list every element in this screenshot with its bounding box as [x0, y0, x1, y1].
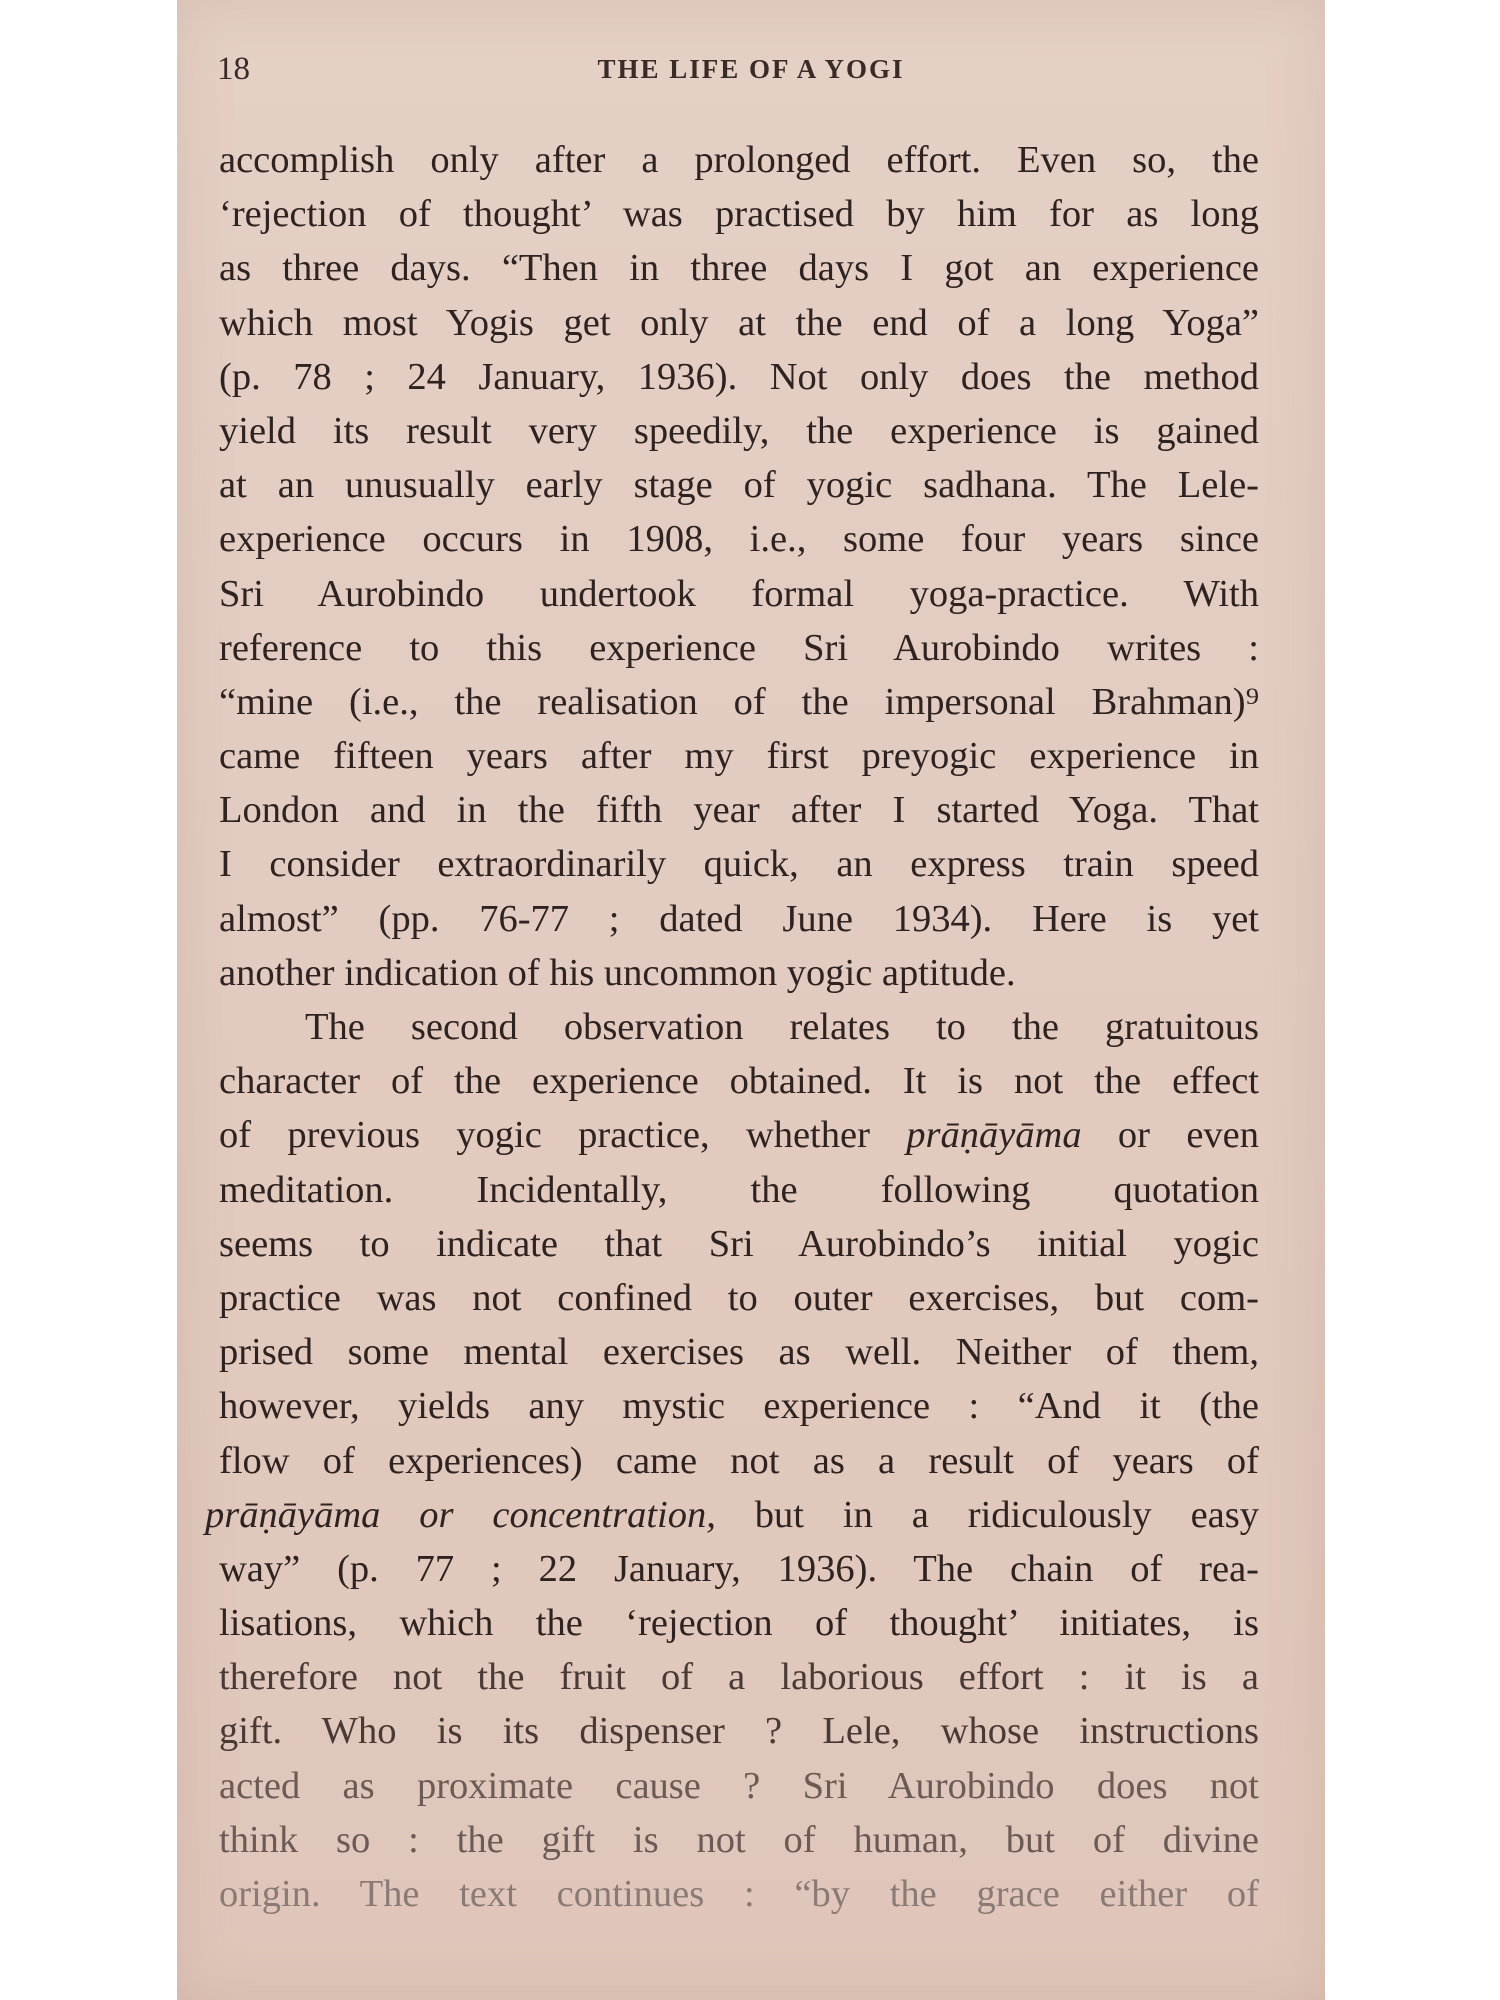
- paragraph-start-line: The second observation relates to the gratuitous: [305, 1006, 1259, 1048]
- italic-term: prāṇāyāma or concentration,: [205, 1493, 716, 1536]
- text-line: ‘rejection of thought’ was practised by him for as long: [219, 193, 1259, 236]
- text-line: London and in the fifth year after I started Yoga. That: [219, 789, 1259, 832]
- text-line: almost” (pp. 76-77 ; dated June 1934). Here is yet: [219, 897, 1259, 940]
- text-line: experience occurs in 1908, i.e., some four years since: [219, 518, 1259, 561]
- page-number: 18: [217, 51, 250, 87]
- text-line: way” (p. 77 ; 22 January, 1936). The chain of rea-: [219, 1547, 1259, 1590]
- text-line: Sri Aurobindo undertook formal yoga-practice. With: [219, 572, 1259, 615]
- body-text: [205, 133, 1259, 1921]
- text-line: which most Yogis get only at the end of a long Yoga”: [219, 301, 1259, 344]
- text-line: (p. 78 ; 24 January, 1936). Not only does the method: [219, 355, 1259, 398]
- text-line: yield its result very speedily, the experience is gained: [219, 409, 1259, 452]
- text-line: another indication of his uncommon yogic aptitude.: [219, 951, 1016, 994]
- text-line: therefore not the fruit of a laborious effort : it is a: [219, 1656, 1259, 1699]
- text-line: I consider extraordinarily quick, an express train speed: [219, 843, 1259, 886]
- text-line: “mine (i.e., the realisation of the impersonal Brahman)⁹: [219, 680, 1259, 723]
- text-line: lisations, which the ‘rejection of thought’ initiates, is: [219, 1602, 1259, 1645]
- text-line: prised some mental exercises as well. Neither of them,: [219, 1331, 1259, 1374]
- text-line: accomplish only after a prolonged effort. Even so, the: [219, 139, 1259, 181]
- text-line: origin. The text continues : “by the grace either of: [219, 1873, 1259, 1915]
- text-line: came fifteen years after my first preyogic experience in: [219, 735, 1259, 778]
- running-title: THE LIFE OF A YOGI: [597, 54, 905, 84]
- text-line: seems to indicate that Sri Aurobindo’s initial yogic: [219, 1222, 1259, 1265]
- text-line-with-italic: prāṇāyāma or concentration, but in a ridiculously easy: [205, 1493, 1259, 1536]
- text-line: think so : the gift is not of human, but of divine: [219, 1818, 1259, 1861]
- text-line: gift. Who is its dispenser ? Lele, whose instructions: [219, 1710, 1259, 1753]
- text-line: however, yields any mystic experience : “And it (the: [219, 1385, 1259, 1428]
- text-line: as three days. “Then in three days I got an experience: [219, 247, 1259, 290]
- text-line: practice was not confined to outer exercises, but com-: [219, 1276, 1259, 1319]
- running-head: [177, 44, 1325, 94]
- text-line: at an unusually early stage of yogic sadhana. The Lele-: [219, 464, 1259, 507]
- italic-term: prāṇāyāma: [906, 1114, 1082, 1157]
- text-line: flow of experiences) came not as a result of years of: [219, 1439, 1259, 1482]
- text-line: meditation. Incidentally, the following quotation: [219, 1168, 1259, 1211]
- book-page: [177, 0, 1325, 2000]
- text-line: acted as proximate cause ? Sri Aurobindo does not: [219, 1764, 1259, 1807]
- text-line: reference to this experience Sri Aurobindo writes :: [219, 626, 1259, 669]
- text-line: character of the experience obtained. It is not the effect: [219, 1060, 1259, 1103]
- text-line-with-italic: of previous yogic practice, whether prāṇāyāma or even: [219, 1114, 1259, 1157]
